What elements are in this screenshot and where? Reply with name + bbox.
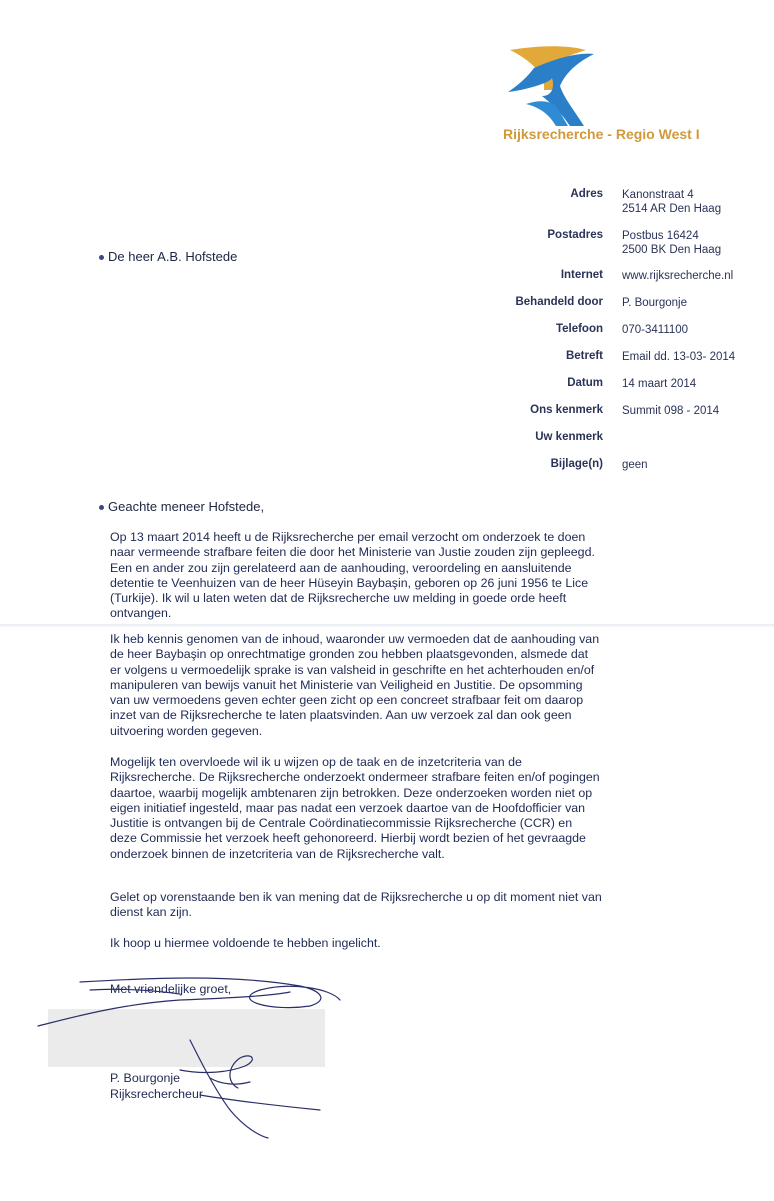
signatory-name: P. Bourgonje	[110, 1071, 181, 1085]
meta-label-behandeld-door: Behandeld door	[515, 296, 603, 308]
org-name: Rijksrecherche - Regio West I	[503, 126, 700, 142]
meta-value-postadres	[622, 229, 721, 257]
signatory-title: Rijksrechercheur	[110, 1087, 203, 1101]
meta-label-bijlagen: Bijlage(n)	[550, 458, 603, 470]
meta-value-behandeld-door: P. Bourgonje	[622, 297, 688, 309]
meta-value-bijlagen: geen	[622, 459, 648, 471]
meta-label-uw-kenmerk: Uw kenmerk	[535, 431, 603, 443]
postal-line: Postbus 16424	[622, 230, 699, 242]
meta-value-ons-kenmerk: Summit 098 - 2014	[622, 405, 720, 417]
meta-label-postadres: Postadres	[547, 229, 603, 241]
address-line: Kanonstraat 4	[622, 189, 694, 201]
paper-fold-line	[0, 624, 774, 627]
address-line: 2514 AR Den Haag	[622, 203, 722, 215]
meta-label-ons-kenmerk: Ons kenmerk	[530, 404, 603, 416]
closing: Met vriendelijke groet,	[110, 982, 232, 996]
handwritten-signature-icon	[30, 960, 350, 1140]
body-paragraph-1: Op 13 maart 2014 heeft u de Rijksrecherche per email verzocht om onderzoek te doen naar vermeende strafbare feiten die door het Ministerie van Justie zouden zijn gepleegd. Een en ander zou zijn gerelateerd aan de aanhouding, veroordeling en aansluitende detentie te Veenhuizen van de heer Hüseyin Baybaşin, geboren op 26 juni 1956 te Lice (Turkije). Ik wil u laten weten dat de Rijksrecherche uw melding in goede orde heeft ontvangen.	[110, 530, 595, 621]
meta-value-adres	[622, 188, 721, 216]
meta-label-adres: Adres	[570, 188, 603, 200]
salutation: Geachte meneer Hofstede,	[108, 499, 265, 514]
meta-value-telefoon: 070-3411100	[622, 324, 689, 336]
meta-label-telefoon: Telefoon	[555, 323, 603, 335]
meta-value-betreft: Email dd. 13-03- 2014	[622, 351, 736, 363]
body-paragraph-2: Ik heb kennis genomen van de inhoud, waaronder uw vermoeden dat de aanhouding van de heer Baybaşin op onrechtmatige gronden zou hebben plaatsgevonden, alsmede dat er volgens u vermoedelijk sprake is van valsheid in geschrifte en het achterhouden en/of manipuleren van bewijs vanuit het Ministerie van Veiligheid en Justitie. De opsomming van uw vermoedens geven echter geen zicht op een concreet strafbaar feit om daarop inzet van de Rijksrecherche te laten plaatsvinden. Aan uw verzoek zal dan ook geen uitvoering worden gegeven.	[110, 632, 600, 738]
body-paragraph-4: Gelet op vorenstaande ben ik van mening dat de Rijksrecherche u op dit moment niet van dienst kan zijn.	[110, 890, 602, 920]
meta-value-internet[interactable]: www.rijksrecherche.nl	[622, 270, 734, 282]
postal-line: 2500 BK Den Haag	[622, 244, 722, 256]
recipient-bullet-icon	[99, 255, 104, 260]
meta-label-betreft: Betreft	[565, 350, 603, 362]
recipient: De heer A.B. Hofstede	[108, 249, 238, 264]
salutation-bullet-icon	[99, 505, 104, 510]
meta-label-datum: Datum	[567, 377, 603, 389]
body-paragraph-3: Mogelijk ten overvloede wil ik u wijzen op de taak en de inzetcriteria van de Rijksrecherche. De Rijksrecherche onderzoekt ondermeer strafbare feiten en/of pogingen daartoe, waarbij mogelijk ambtenaren zijn betrokken. Deze onderzoeken worden niet op eigen initiatief ingesteld, maar pas nadat een verzoek daartoe van de Hoofdofficier van Justitie is ontvangen bij de Centrale Coördinatiecommissie Rijksrecherche (CCR) en deze Commissie het verzoek heeft gehonoreerd. Hierbij wordt bezien of het gevraagde onderzoek binnen de inzetcriteria van de Rijksrecherche valt.	[110, 755, 600, 861]
meta-label-internet: Internet	[560, 269, 603, 281]
meta-value-datum: 14 maart 2014	[622, 378, 697, 390]
rijksrecherche-logo-icon	[504, 44, 596, 128]
body-paragraph-5: Ik hoop u hiermee voldoende te hebben ingelicht.	[110, 936, 381, 950]
